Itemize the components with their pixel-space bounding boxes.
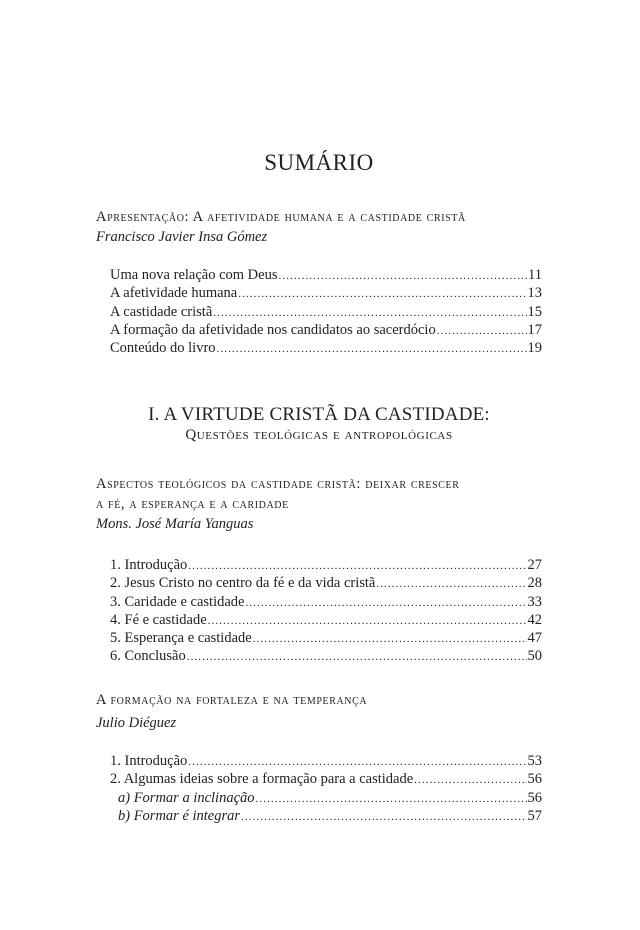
part-title: I. A VIRTUDE CRISTÃ DA CASTIDADE:: [148, 404, 490, 425]
part-heading: [96, 404, 542, 444]
toc-entry[interactable]: [110, 321, 542, 339]
section-title: Apresentação: A afetividade humana e a castidade cristã: [96, 209, 466, 225]
toc-entry[interactable]: [110, 556, 542, 574]
dot-leader: [256, 790, 527, 808]
toc-entry[interactable]: [110, 574, 542, 592]
toc-entry-label: A castidade cristã: [110, 303, 213, 320]
toc-entry-page: 33: [527, 593, 542, 610]
dot-leader: [376, 575, 526, 593]
part-subtitle: Questões teológicas e antropológicas: [185, 427, 453, 443]
chapter-title: Aspectos teológicos da castidade cristã: deixar crescer: [96, 476, 460, 492]
section-author: Francisco Javier Insa Gómez: [96, 229, 268, 245]
toc-entry-page: 50: [527, 648, 542, 665]
toc-entry-label: Uma nova relação com Deus: [110, 267, 278, 283]
toc-entry-label: 1. Introdução: [110, 557, 188, 573]
dot-leader: [238, 285, 526, 303]
toc-entry-page: 56: [527, 771, 542, 788]
toc-entry-page: 17: [527, 321, 542, 338]
toc-entry-label: A formação da afetividade nos candidatos ao sacerdócio: [110, 321, 436, 338]
chapter2-entries: [110, 752, 542, 825]
chapter-author: Julio Diéguez: [96, 715, 177, 731]
toc-entry-page: 11: [528, 267, 542, 283]
toc-entry-page: 56: [527, 789, 542, 806]
toc-entry-page: 42: [527, 611, 542, 628]
toc-entry[interactable]: [110, 339, 542, 357]
dot-leader: [241, 808, 526, 826]
chapter-heading: [96, 690, 542, 733]
toc-entry-page: 27: [527, 557, 542, 573]
toc-entry[interactable]: [110, 629, 542, 647]
toc-entry-page: 15: [527, 303, 542, 320]
toc-entry-page: 19: [527, 340, 542, 357]
toc-entry-page: 13: [527, 285, 542, 302]
dot-leader: [279, 267, 528, 285]
toc-entry-label: Conteúdo do livro: [110, 340, 216, 357]
toc-entry[interactable]: [110, 284, 542, 302]
toc-entry-label: 2. Algumas ideias sobre a formação para a castidade: [110, 771, 414, 788]
toc-entry[interactable]: [110, 647, 542, 665]
toc-entry-label: 1. Introdução: [110, 753, 188, 769]
dot-leader: [188, 753, 526, 771]
dot-leader: [208, 612, 527, 630]
dot-leader: [187, 648, 527, 666]
toc-entry-label: a) Formar a inclinação: [118, 789, 255, 806]
presentation-heading: [96, 207, 542, 247]
toc-entry[interactable]: [110, 611, 542, 629]
dot-leader: [188, 557, 526, 575]
dot-leader: [437, 322, 527, 340]
toc-subentry[interactable]: [110, 807, 542, 825]
chapter-author: Mons. José María Yanguas: [96, 516, 254, 532]
toc-entry-page: 47: [527, 630, 542, 647]
toc-entry[interactable]: [110, 752, 542, 770]
toc-entry-page: 53: [527, 753, 542, 769]
chapter1-entries: [110, 556, 542, 666]
toc-entry-page: 57: [527, 807, 542, 824]
toc-subentry[interactable]: [110, 789, 542, 807]
presentation-entries: [110, 266, 542, 357]
dot-leader: [217, 340, 527, 358]
toc-entry-label: 5. Esperança e castidade: [110, 630, 252, 647]
dot-leader: [213, 304, 526, 322]
toc-entry-label: 3. Caridade e castidade: [110, 593, 245, 610]
toc-entry[interactable]: [110, 266, 542, 284]
toc-entry-label: 4. Fé e castidade: [110, 611, 207, 628]
toc-entry-label: 2. Jesus Cristo no centro da fé e da vida cristã: [110, 575, 376, 592]
page-title: SUMÁRIO: [264, 150, 374, 175]
chapter-title-continued: a fé, a esperança e a caridade: [96, 496, 289, 512]
dot-leader: [414, 771, 526, 789]
toc-entry-label: 6. Conclusão: [110, 648, 186, 665]
dot-leader: [245, 594, 526, 612]
toc-entry[interactable]: [110, 593, 542, 611]
toc-entry[interactable]: [110, 770, 542, 788]
dot-leader: [253, 630, 527, 648]
toc-entry-label: b) Formar é integrar: [118, 807, 241, 824]
toc-entry[interactable]: [110, 303, 542, 321]
toc-entry-page: 28: [527, 575, 542, 592]
chapter-heading: [96, 474, 542, 534]
toc-entry-label: A afetividade humana: [110, 285, 238, 302]
chapter-title: A formação na fortaleza e na temperança: [96, 692, 368, 708]
